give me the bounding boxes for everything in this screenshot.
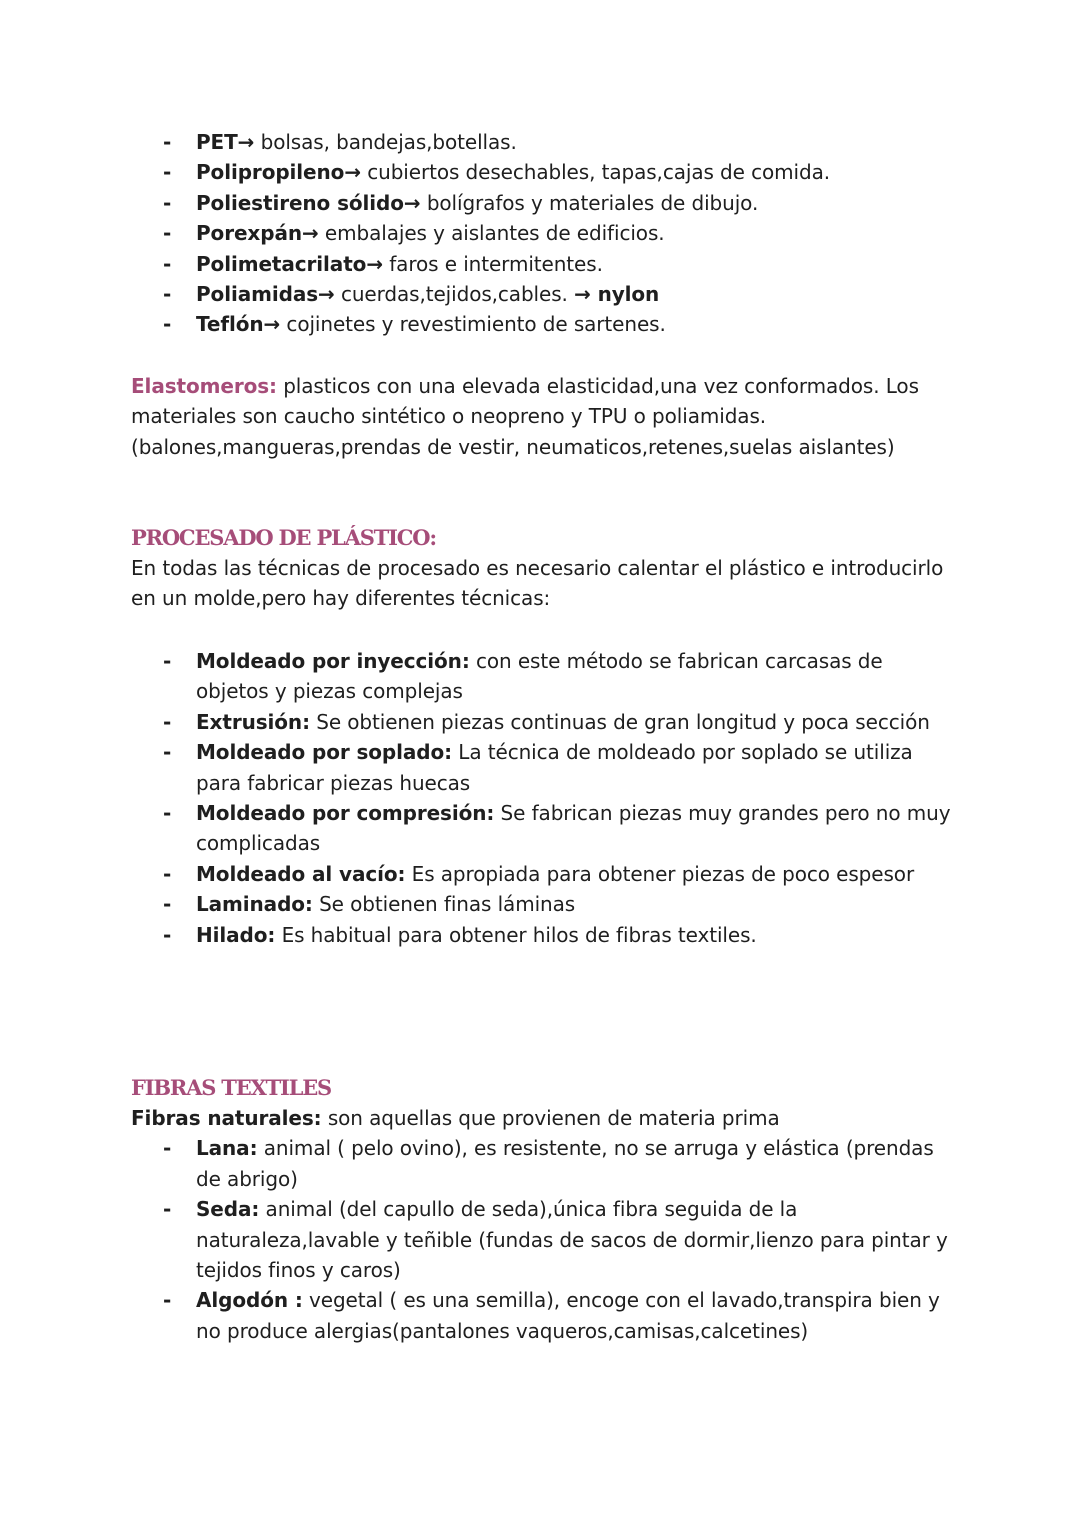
item-text: Es apropiada para obtener piezas de poco espesor bbox=[405, 861, 915, 886]
elastomeros-paragraph bbox=[131, 371, 961, 462]
procesado-list bbox=[131, 646, 961, 950]
plastics-list-block bbox=[131, 127, 961, 340]
item-text: cubiertos desechables, tapas,cajas de comida. bbox=[360, 160, 830, 185]
procesado-intro: En todas las técnicas de procesado es necesario calentar el plástico e introducirlo en un molde,pero hay diferentes técnicas: bbox=[131, 556, 944, 611]
list-item bbox=[131, 188, 961, 218]
item-text: Se obtienen finas láminas bbox=[312, 892, 576, 917]
item-text: vegetal ( es una semilla), encoge con el lavado,transpira bien y no produce alergias(pantalones vaqueros,camisas,calcetines) bbox=[196, 1288, 940, 1343]
list-item bbox=[131, 127, 961, 157]
item-term: Lana: bbox=[196, 1136, 258, 1161]
arrow-icon: → bbox=[366, 251, 383, 276]
list-item bbox=[131, 737, 961, 798]
item-term: Laminado: bbox=[196, 892, 313, 917]
item-text: animal ( pelo ovino), es resistente, no se arruga y elástica (prendas de abrigo) bbox=[196, 1136, 934, 1191]
list-item bbox=[131, 646, 961, 707]
item-term: Moldeado por inyección: bbox=[196, 649, 470, 673]
item-term: Moldeado por soplado: bbox=[196, 740, 453, 765]
fibras-list bbox=[131, 1133, 961, 1346]
item-term: Hilado: bbox=[196, 922, 276, 947]
list-item bbox=[131, 1285, 961, 1346]
item-text: bolsas, bandejas,botellas. bbox=[254, 130, 517, 154]
list-item bbox=[131, 309, 961, 339]
fibras-naturales-paragraph bbox=[131, 1103, 961, 1133]
list-item bbox=[131, 1133, 961, 1194]
elastomeros-block bbox=[131, 371, 961, 462]
item-term: Seda: bbox=[196, 1197, 260, 1222]
procesado-heading: PROCESADO DE PLÁSTICO: bbox=[131, 525, 436, 550]
item-extra: → nylon bbox=[574, 282, 660, 307]
item-text: Se fabrican piezas muy grandes pero no muy complicadas bbox=[196, 801, 951, 856]
list-item bbox=[131, 889, 961, 919]
list-item bbox=[131, 707, 961, 737]
list-item bbox=[131, 218, 961, 248]
fibras-naturales-text: son aquellas que provienen de materia prima bbox=[321, 1106, 780, 1130]
item-term: Moldeado al vacío: bbox=[196, 861, 406, 886]
list-item bbox=[131, 1194, 961, 1285]
list-item bbox=[131, 859, 961, 889]
list-item bbox=[131, 279, 961, 309]
item-text: cojinetes y revestimiento de sartenes. bbox=[280, 312, 666, 337]
item-text: La técnica de moldeado por soplado se utiliza para fabricar piezas huecas bbox=[196, 740, 913, 795]
arrow-icon: → bbox=[344, 160, 361, 185]
item-term: Extrusión: bbox=[196, 709, 310, 734]
elastomeros-label: Elastomeros: bbox=[131, 374, 277, 398]
procesado-list-block bbox=[131, 646, 961, 950]
arrow-icon: → bbox=[301, 221, 319, 246]
item-text: cuerdas,tejidos,cables. bbox=[334, 282, 575, 307]
procesado-block bbox=[131, 523, 961, 614]
item-term: Porexpán bbox=[196, 221, 302, 246]
item-text: con este método se fabrican carcasas de objetos y piezas complejas bbox=[196, 649, 883, 704]
item-term: Poliestireno sólido bbox=[196, 190, 404, 215]
list-item bbox=[131, 249, 961, 279]
list-item bbox=[131, 798, 961, 859]
fibras-block bbox=[131, 1073, 961, 1346]
item-term: Poliamidas bbox=[196, 282, 319, 307]
list-item bbox=[131, 920, 961, 950]
arrow-icon: → bbox=[318, 282, 335, 307]
item-text: Es habitual para obtener hilos de fibras textiles. bbox=[275, 922, 757, 947]
arrow-icon: → bbox=[403, 190, 421, 215]
item-term: PET bbox=[196, 130, 238, 154]
item-text: embalajes y aislantes de edificios. bbox=[318, 221, 665, 246]
item-text: bolígrafos y materiales de dibujo. bbox=[420, 190, 759, 215]
plastics-list bbox=[131, 127, 961, 340]
item-text: animal (del capullo de seda),única fibra seguida de la naturaleza,lavable y teñible (fundas de sacos de dormir,lienzo para pintar y tejidos finos y caros) bbox=[196, 1197, 948, 1283]
item-term: Polipropileno bbox=[196, 160, 345, 185]
item-term: Moldeado por compresión: bbox=[196, 801, 495, 826]
item-term: Algodón : bbox=[196, 1288, 303, 1313]
elastomeros-text: plasticos con una elevada elasticidad,una vez conformados. Los materiales son caucho sintético o neopreno y TPU o poliamidas. (balones,mangueras,prendas de vestir, neumaticos,retenes,suelas aislantes) bbox=[131, 374, 919, 459]
fibras-heading: FIBRAS TEXTILES bbox=[131, 1075, 332, 1100]
item-term: Teflón bbox=[196, 312, 264, 337]
item-text: faros e intermitentes. bbox=[382, 251, 603, 276]
arrow-icon: → bbox=[263, 312, 281, 337]
item-text: Se obtienen piezas continuas de gran longitud y poca sección bbox=[309, 709, 930, 734]
list-item bbox=[131, 157, 961, 187]
item-term: Polimetacrilato bbox=[196, 251, 367, 276]
arrow-icon: → bbox=[237, 130, 255, 154]
fibras-naturales-label: Fibras naturales: bbox=[131, 1106, 322, 1130]
